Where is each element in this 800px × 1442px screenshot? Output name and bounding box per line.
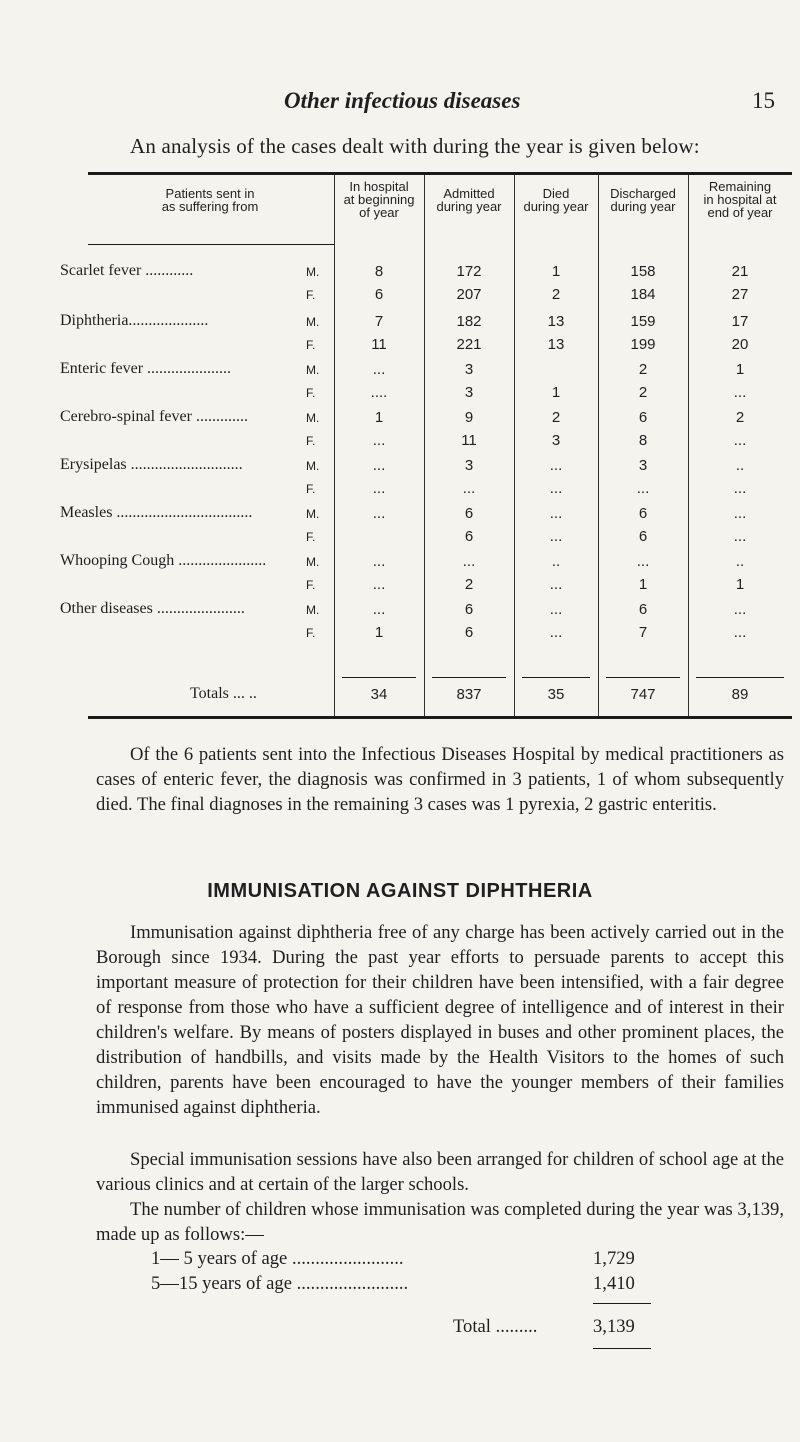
- sex-label: M.: [306, 411, 320, 425]
- section-heading: IMMUNISATION AGAINST DIPHTHERIA: [207, 880, 593, 902]
- table-cell: 2: [735, 409, 745, 426]
- table-cell: ...: [549, 528, 563, 545]
- sex-label: F.: [306, 288, 316, 302]
- table-top-rule: [88, 172, 792, 175]
- table-cell: 9: [464, 409, 474, 426]
- disease-label: Diphtheria....................: [60, 312, 209, 329]
- table-cell: 184: [630, 286, 656, 303]
- table-cell: 3: [551, 432, 561, 449]
- table-cell: ...: [636, 553, 650, 570]
- sex-label: F.: [306, 626, 316, 640]
- header-discharged: Discharged during year: [610, 186, 676, 214]
- header-remaining: Remaining in hospital at end of year: [703, 179, 777, 220]
- sex-label: M.: [306, 459, 320, 473]
- table-cell: 7: [638, 624, 648, 641]
- table-cell: 2: [638, 361, 648, 378]
- table-cell: ...: [372, 505, 386, 522]
- col-divider: [424, 175, 425, 716]
- sex-label: F.: [306, 530, 316, 544]
- disease-label: Measles ..................................: [60, 504, 253, 521]
- table-cell: 6: [638, 505, 648, 522]
- table-cell: ...: [636, 480, 650, 497]
- table-cell: 2: [551, 409, 561, 426]
- table-cell: ...: [549, 576, 563, 593]
- table-cell: ..: [551, 553, 561, 570]
- table-cell: ...: [733, 601, 747, 618]
- table-cell: ...: [372, 601, 386, 618]
- sex-label: M.: [306, 265, 320, 279]
- age-row-value: 1,410: [593, 1273, 635, 1294]
- table-cell: 1: [735, 361, 745, 378]
- age-row-value: 1,729: [593, 1248, 635, 1269]
- paragraph-immunisation: Immunisation against diphtheria free of any charge has been actively carried out in the Borough since 1934. During the past year efforts to persuade parents to accept this important measure of protection for their children have been intensified, with a fair degree of response from those who have a sufficient degree of intelligence and of interest in their children's welfare. By means of posters displayed in buses and other prominent places, the distribution of handbills, and visits made by the Health Visitors to the homes of such children, parents have been encouraged to have the younger members of their families immunised against diphtheria.: [96, 922, 784, 1118]
- total-rule: [606, 677, 680, 678]
- table-cell: ...: [462, 553, 476, 570]
- table-cell: ...: [733, 480, 747, 497]
- list-rule: [593, 1303, 651, 1304]
- table-cell: 158: [630, 263, 656, 280]
- table-cell: 1: [374, 624, 384, 641]
- totals-cell: 35: [547, 686, 565, 703]
- table-cell: 6: [638, 528, 648, 545]
- totals-cell: 747: [630, 686, 656, 703]
- table-cell: ...: [372, 553, 386, 570]
- table-cell: ...: [549, 505, 563, 522]
- disease-label: Scarlet fever ............: [60, 262, 194, 279]
- table-cell: 6: [638, 601, 648, 618]
- table-cell: ...: [733, 624, 747, 641]
- table-cell: 159: [630, 313, 656, 330]
- table-cell: ...: [372, 361, 386, 378]
- table-cell: 221: [456, 336, 482, 353]
- sex-label: F.: [306, 434, 316, 448]
- table-cell: 13: [547, 336, 565, 353]
- totals-cell: 837: [456, 686, 482, 703]
- table-cell: 2: [638, 384, 648, 401]
- total-rule: [342, 677, 416, 678]
- page-header: [0, 88, 800, 118]
- total-rule: [696, 677, 784, 678]
- col-divider: [334, 175, 335, 716]
- header-patients: Patients sent in as suffering from: [161, 186, 259, 214]
- table-cell: ...: [549, 480, 563, 497]
- list-rule: [593, 1348, 651, 1349]
- paragraph-sessions: Special immunisation sessions have also been arranged for children of school age at the various clinics and at certain of the larger schools.: [96, 1149, 784, 1195]
- total-rule: [522, 677, 590, 678]
- table-cell: ...: [372, 457, 386, 474]
- table-cell: 1: [551, 263, 561, 280]
- header-admitted: Admitted during year: [436, 186, 502, 214]
- table-bottom-rule: [88, 716, 792, 719]
- table-cell: 11: [371, 336, 387, 353]
- table-cell: ...: [549, 601, 563, 618]
- table-cell: ...: [733, 505, 747, 522]
- table-cell: 20: [731, 336, 749, 353]
- col-divider: [514, 175, 515, 716]
- table-cell: 1: [551, 384, 561, 401]
- table-cell: ...: [372, 432, 386, 449]
- col-divider: [598, 175, 599, 716]
- table-cell: 8: [374, 263, 384, 280]
- table-cell: 6: [374, 286, 384, 303]
- table-cell: 6: [464, 505, 474, 522]
- header-underline: [88, 244, 334, 245]
- sex-label: M.: [306, 363, 320, 377]
- table-cell: ..: [735, 553, 745, 570]
- disease-label: Erysipelas ............................: [60, 456, 243, 473]
- totals-cell: 89: [731, 686, 749, 703]
- disease-label: Whooping Cough ......................: [60, 552, 267, 569]
- table-cell: 21: [731, 263, 749, 280]
- totals-cell: 34: [370, 686, 388, 703]
- page-number: 15: [752, 88, 775, 113]
- col-divider: [688, 175, 689, 716]
- header-died: Died during year: [523, 186, 589, 214]
- table-cell: 8: [638, 432, 648, 449]
- sex-label: M.: [306, 315, 320, 329]
- intro-text: An analysis of the cases dealt with during the year is given below:: [130, 134, 700, 158]
- table-cell: 172: [456, 263, 482, 280]
- disease-label: Enteric fever .....................: [60, 360, 232, 377]
- table-cell: 182: [456, 313, 482, 330]
- table-cell: ...: [372, 480, 386, 497]
- table-cell: 7: [374, 313, 384, 330]
- table-cell: 1: [638, 576, 648, 593]
- table-cell: 6: [464, 601, 474, 618]
- table-cell: ...: [733, 432, 747, 449]
- table-cell: 17: [731, 313, 749, 330]
- table-cell: 2: [464, 576, 474, 593]
- table-cell: 1: [735, 576, 745, 593]
- table-cell: 27: [731, 286, 749, 303]
- disease-label: Cerebro-spinal fever .............: [60, 408, 248, 425]
- sex-label: M.: [306, 555, 320, 569]
- table-cell: 6: [464, 624, 474, 641]
- table-cell: ..: [735, 457, 745, 474]
- table-cell: ...: [733, 384, 747, 401]
- sex-label: F.: [306, 386, 316, 400]
- sex-label: M.: [306, 603, 320, 617]
- table-cell: 3: [464, 384, 474, 401]
- age-total-label: Total .........: [453, 1316, 538, 1337]
- table-cell: ...: [549, 624, 563, 641]
- age-total-value: 3,139: [593, 1316, 635, 1337]
- total-rule: [432, 677, 506, 678]
- table-cell: ...: [462, 480, 476, 497]
- table-cell: 6: [638, 409, 648, 426]
- table-cell: 3: [464, 457, 474, 474]
- paragraph-number: The number of children whose immunisation was completed during the year was 3,139, made up as follows:—: [96, 1199, 784, 1245]
- header-in-hospital: In hospital at beginning of year: [343, 179, 415, 220]
- age-row-label: 1— 5 years of age ........................: [151, 1248, 404, 1269]
- table-cell: 1: [374, 409, 384, 426]
- sex-label: F.: [306, 578, 316, 592]
- table-cell: 3: [464, 361, 474, 378]
- page-title: Other infectious diseases: [284, 88, 521, 113]
- table-cell: ...: [549, 457, 563, 474]
- paragraph-enteric: Of the 6 patients sent into the Infectious Diseases Hospital by medical practitioners as cases of enteric fever, the diagnosis was confirmed in 3 patients, 1 of whom subsequently died. The final diagnoses in the remaining 3 cases was 1 pyrexia, 2 gastric enteritis.: [96, 744, 784, 815]
- sex-label: F.: [306, 482, 316, 496]
- age-row-label: 5—15 years of age ........................: [151, 1273, 409, 1294]
- sex-label: M.: [306, 507, 320, 521]
- table-cell: 11: [461, 432, 477, 449]
- table-cell: ....: [370, 384, 388, 401]
- sex-label: F.: [306, 338, 316, 352]
- table-cell: 207: [456, 286, 482, 303]
- table-cell: 6: [464, 528, 474, 545]
- table-cell: 199: [630, 336, 656, 353]
- disease-label: Other diseases ......................: [60, 600, 245, 617]
- table-cell: 13: [547, 313, 565, 330]
- table-cell: ...: [372, 576, 386, 593]
- table-cell: ...: [733, 528, 747, 545]
- totals-label: Totals ... ..: [190, 685, 257, 702]
- table-cell: 3: [638, 457, 648, 474]
- table-cell: 2: [551, 286, 561, 303]
